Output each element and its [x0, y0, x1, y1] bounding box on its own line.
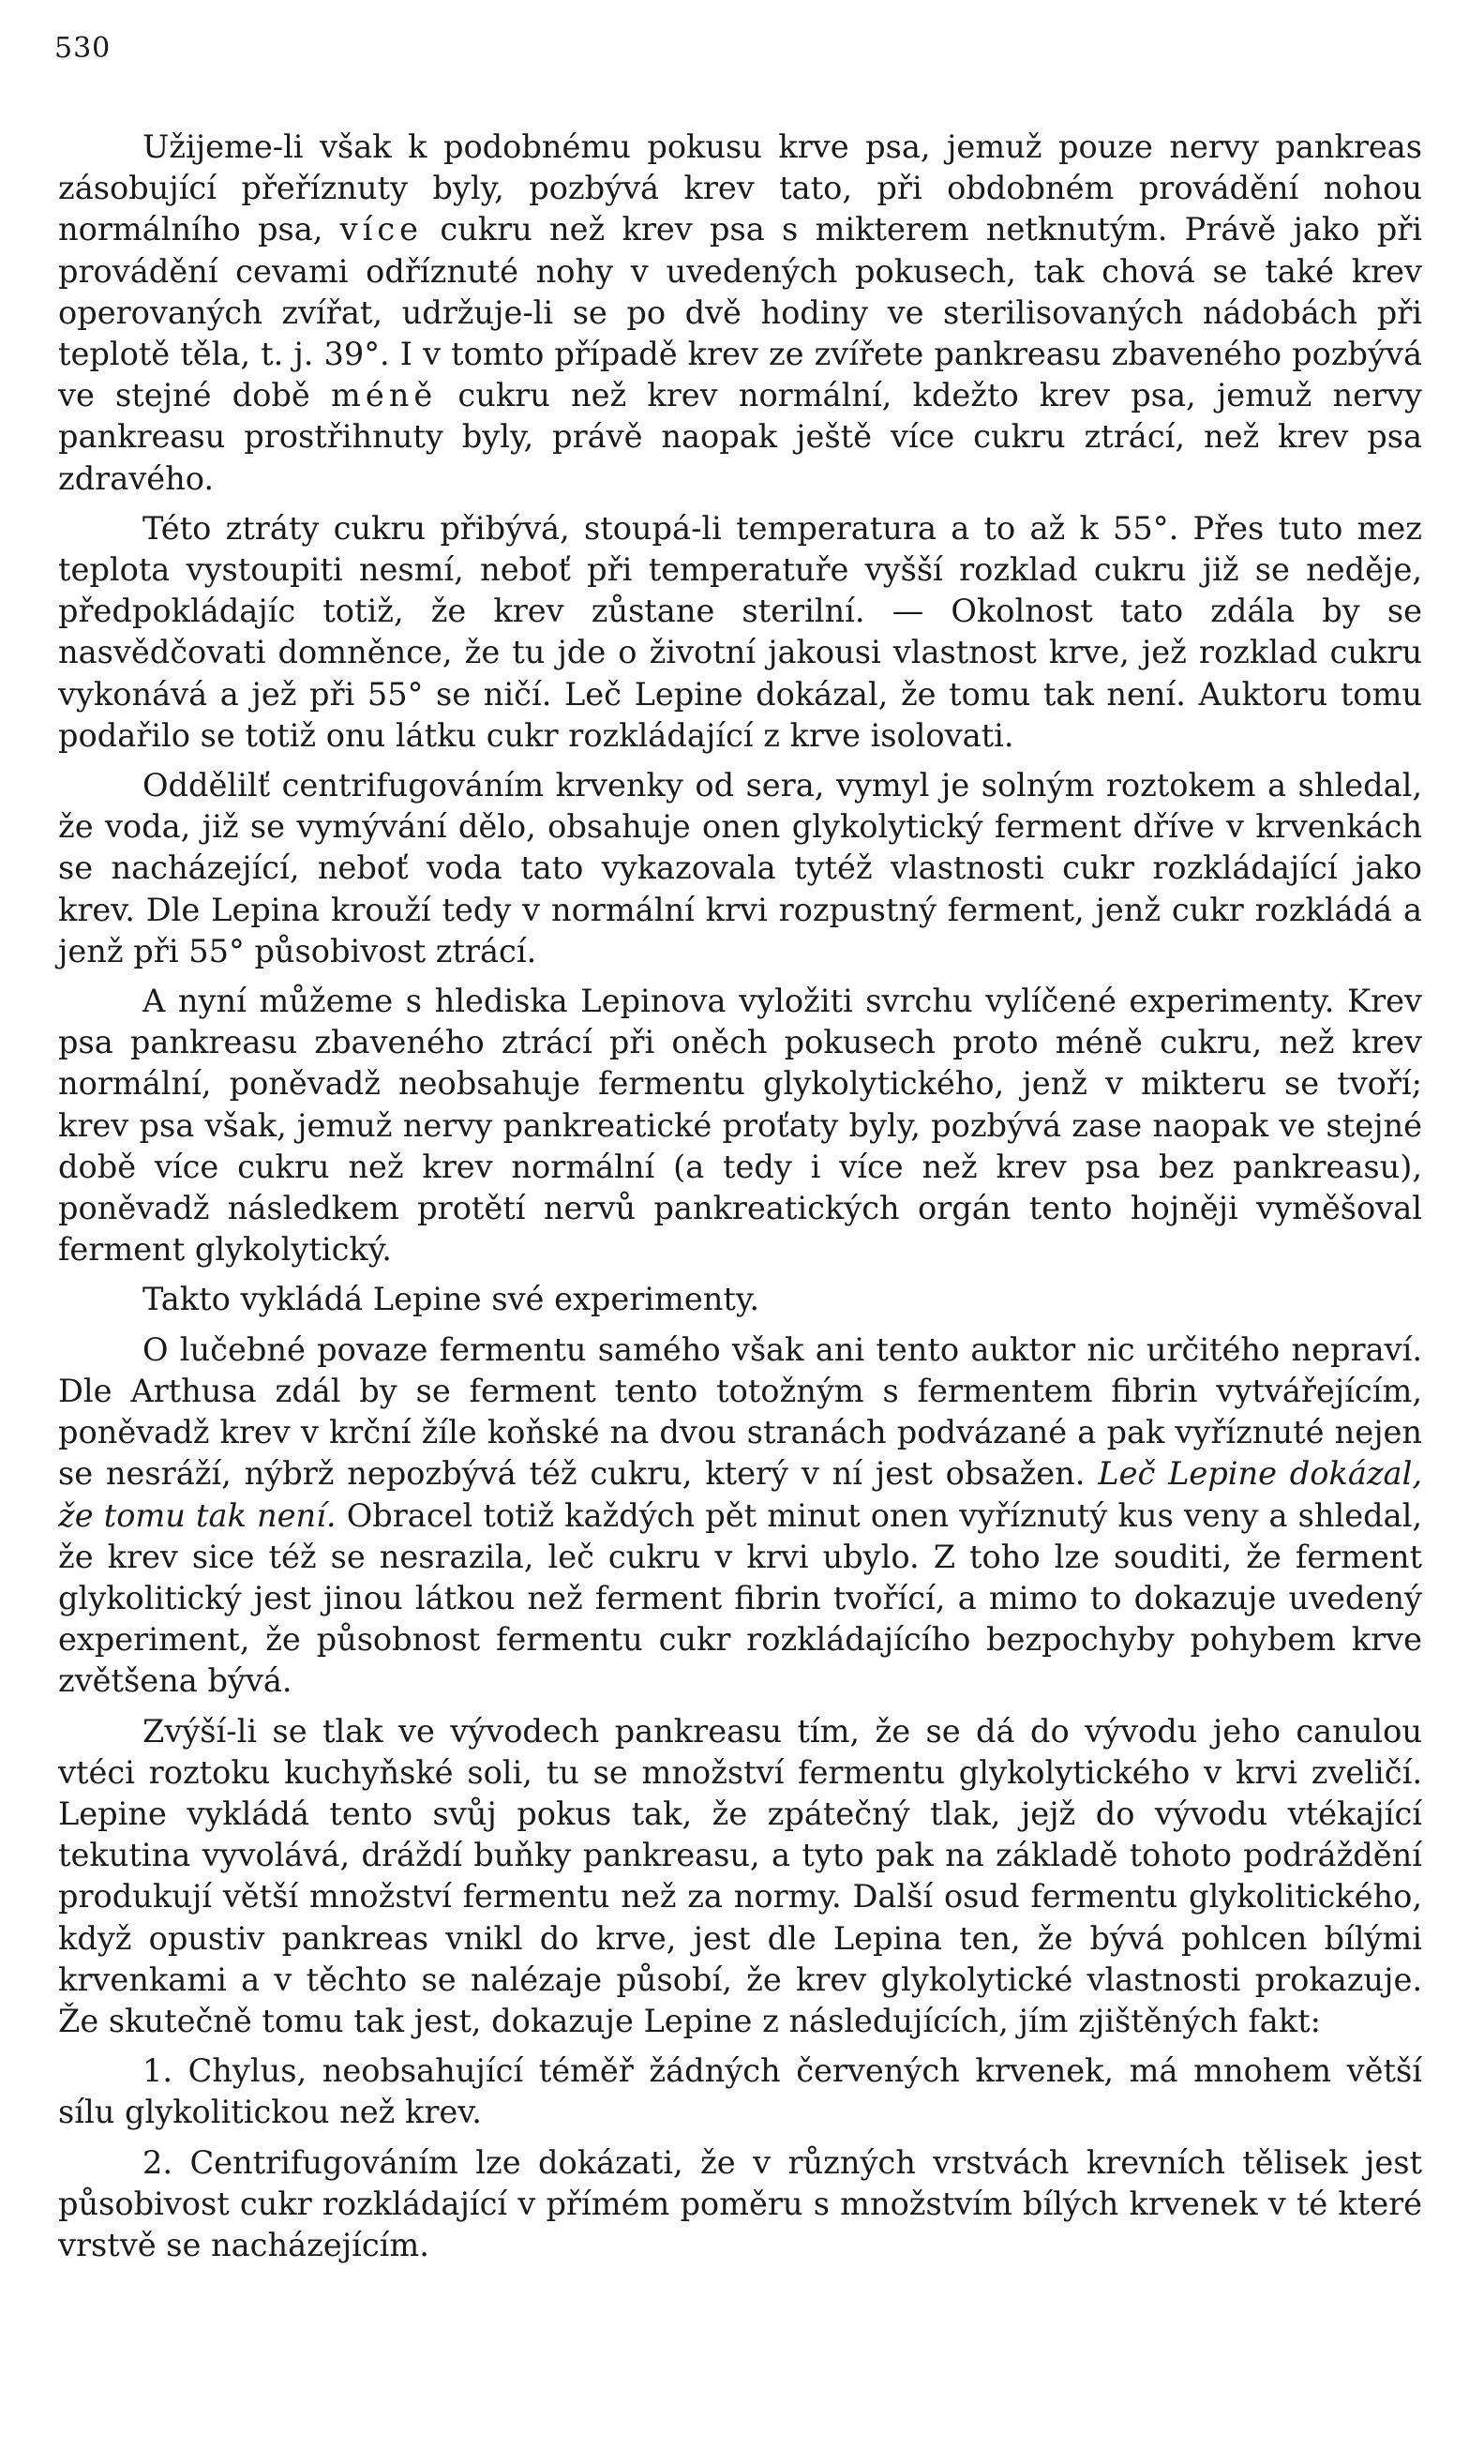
paragraph: [58, 2051, 1422, 2133]
text-segment: Takto vykládá Lepine své experimenty.: [142, 1281, 760, 1318]
text-segment: Oddělilť centrifugováním krvenky od sera, vymyl je solným roztokem a shledal, že voda, již se vymývání dělo, obsahuje onen glykolytický ferment dříve v krvenkách se nacházející, neboť voda tato vykazovala tytéž vlastnosti cukr rozkládající jako krev. Dle Lepina krouží tedy v normální krvi rozpustný ferment, jenž cukr rozkládá a jenž při 55° působivost ztrácí.: [58, 767, 1422, 969]
text-segment: cukru než krev normální, kdežto krev psa, jemuž nervy pankreasu prostřihnuty byly, právě naopak ještě více cukru ztrácí, než krev psa zdravého.: [58, 377, 1422, 497]
text-segment: 1. Chylus, neobsahující téměř žádných červených krvenek, má mnohem větší sílu glykolitickou než krev.: [58, 2052, 1422, 2131]
paragraph: [58, 981, 1422, 1270]
page-number: 530: [54, 32, 112, 65]
text-segment: Obracel totiž každých pět minut onen vyříznutý kus veny a shledal, že krev sice též se nesrazila, leč cukru v krvi ubylo. Z toho lze souditi, že ferment glykolitický jest jinou látkou než ferment fibrin tvořící, a mimo to dokazuje uvedený experiment, že působnost fermentu cukr rozkládajícího bezpochyby pohybem krve zvětšena bývá.: [58, 1496, 1422, 1700]
paragraph: [58, 1330, 1422, 1703]
spaced-emphasis-text: více: [339, 211, 424, 248]
paragraph: [58, 508, 1422, 757]
paragraph: [58, 1279, 1422, 1320]
text-segment: 2. Centrifugováním lze dokázati, že v různých vrstvách krevních tělisek jest působivost cukr rozkládající v přímém poměru s množstvím bílých krvenek v té které vrstvě se nacházejícím.: [58, 2143, 1422, 2263]
body-text: [58, 127, 1422, 2275]
paragraph: [58, 1711, 1422, 2043]
paragraph: [58, 765, 1422, 972]
paragraph: [58, 127, 1422, 500]
italic-text: Leč Lepine dokázal, že tomu tak není.: [58, 1455, 1422, 1534]
text-segment: Zvýší-li se tlak ve vývodech pankreasu tím, že se dá do vývodu jeho canulou vtéci roztoku kuchyňské soli, tu se množství fermentu glykolytického v krvi zveličí. Lepine vykládá tento svůj pokus tak, že zpátečný tlak, jejž do vývodu vtékající tekutina vyvolává, dráždí buňky pankreasu, a tyto pak na základě tohoto podráždění produkují větší množství fermentu než za normy. Další osud fermentu glykolitického, když opustiv pankreas vnikl do krve, jest dle Lepina ten, že bývá pohlcen bílými krvenkami a v těchto se nalézaje působí, že krev glykolytické vlastnosti prokazuje. Že skutečně tomu tak jest, dokazuje Lepine z následujících, jím zjištěných fakt:: [58, 1712, 1422, 2039]
text-segment: O lučebné povaze fermentu samého však ani tento auktor nic určitého nepraví. Dle Arthusa zdál by se ferment tento totožným s fermentem fibrin vytvářejícím, poněvadž krev v krční žíle koňské na dvou stranách podvázané a pak vyříznuté nejen se nesráží, nýbrž nepozbývá též cukru, který v ní jest obsažen.: [58, 1330, 1422, 1493]
text-segment: Užijeme-li však k podobnému pokusu krve psa, jemuž pouze nervy pankreas zásobující přeříznuty byly, pozbývá krev tato, při obdobném provádění nohou normálního psa,: [58, 128, 1422, 248]
spaced-emphasis-text: méně: [330, 377, 438, 414]
paragraph: [58, 2142, 1422, 2267]
text-segment: cukru než krev psa s mikterem netknutým. Právě jako při provádění cevami odříznuté nohy v uvedených pokusech, tak chová se také krev operovaných zvířat, udržuje-li se po dvě hodiny ve sterilisovaných nádobách při teplotě těla, t. j. 39°. I v tomto případě krev ze zvířete pankreasu zbaveného pozbývá ve stejné době: [58, 211, 1422, 414]
text-segment: A nyní můžeme s hlediska Lepinova vyložiti svrchu vylíčené experimenty. Krev psa pankreasu zbaveného ztrácí při oněch pokusech proto méně cukru, než krev normální, poněvadž neobsahuje fermentu glykolytického, jenž v mikteru se tvoří; krev psa však, jemuž nervy pankreatické proťaty byly, pozbývá zase naopak ve stejné době více cukru než krev normální (a tedy i více než krev psa bez pankreasu), poněvadž následkem protětí nervů pankreatických orgán tento hojněji vyměšoval ferment glykolytický.: [58, 983, 1422, 1269]
text-segment: Této ztráty cukru přibývá, stoupá-li temperatura a to až k 55°. Přes tuto mez teplota vystoupiti nesmí, neboť při temperatuře vyšší rozklad cukru již se neděje, předpokládajíc totiž, že krev zůstane sterilní. — Okolnost tato zdála by se nasvědčovati domněnce, že tu jde o životní jakousi vlastnost krve, jež rozklad cukru vykonává a jež při 55° se ničí. Leč Lepine dokázal, že tomu tak není. Auktoru tomu podařilo se totiž onu látku cukr rozkládající z krve isolovati.: [58, 509, 1422, 754]
